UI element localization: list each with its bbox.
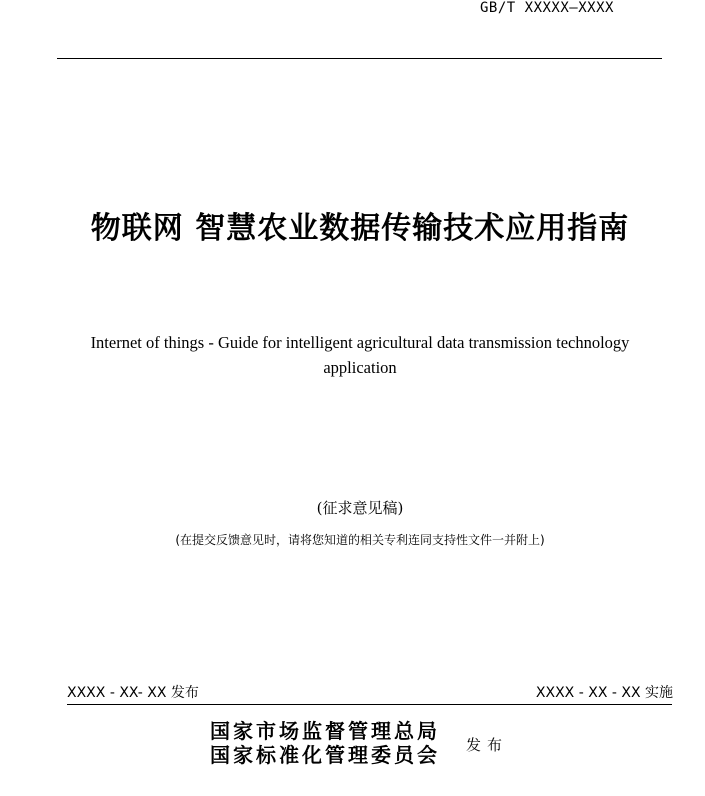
issuer-samr: 国家市场监督管理总局 — [210, 719, 440, 743]
issue-action: 发布 — [466, 736, 509, 754]
standard-number: GB/T XXXXX—XXXX — [480, 0, 614, 16]
footer-divider — [67, 704, 672, 705]
draft-status: (征求意见稿) — [316, 499, 404, 517]
issuing-authorities — [210, 719, 440, 767]
header-divider — [57, 58, 662, 59]
issue-date: XXXX - XX- XX 发布 — [67, 685, 199, 701]
patent-note: (在提交反馈意见时，请将您知道的相关专利连同支持性文件一并附上) — [175, 533, 545, 547]
document-title-english: Internet of things - Guide for intelligent agricultural data transmission technology application — [90, 333, 630, 377]
document-title-chinese: 物联网 智慧农业数据传输技术应用指南 — [90, 211, 630, 246]
implementation-date: XXXX - XX - XX 实施 — [535, 685, 673, 701]
issuer-sac: 国家标准化管理委员会 — [210, 743, 440, 767]
